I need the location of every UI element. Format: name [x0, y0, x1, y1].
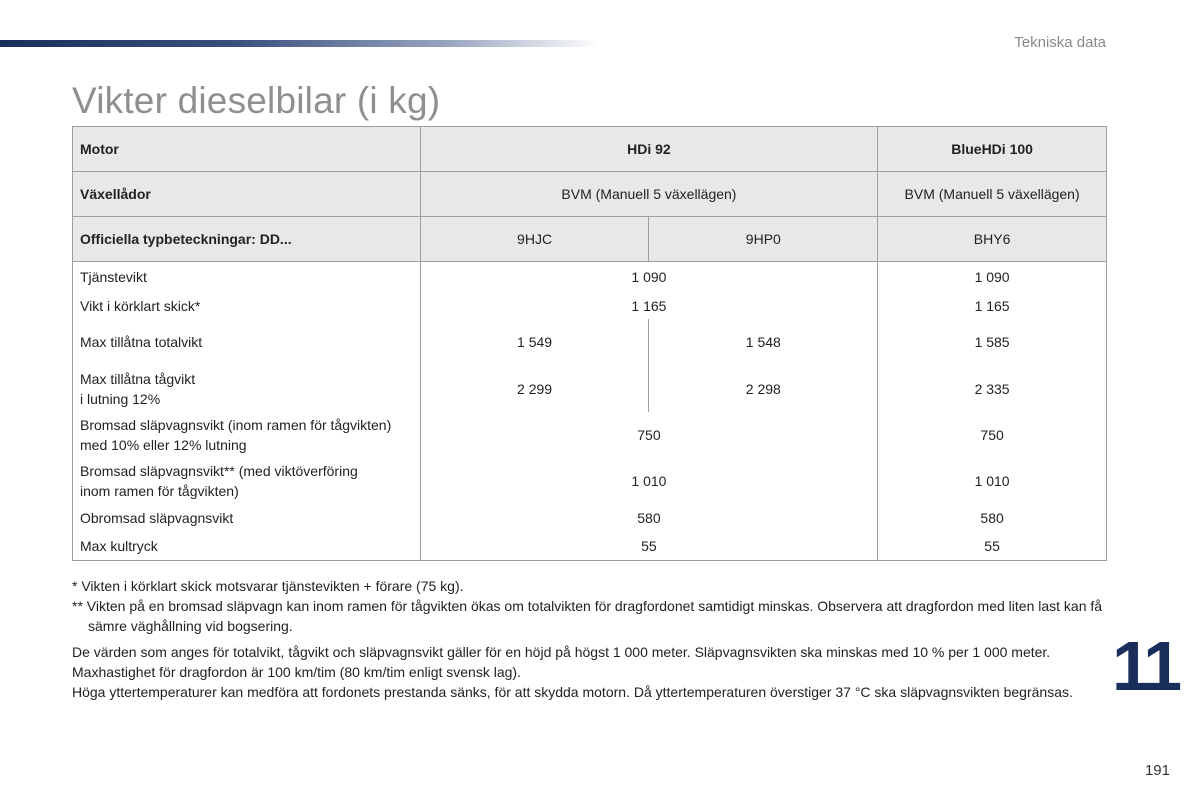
cell-value: 750 — [637, 426, 661, 443]
type-9hp0: 9HP0 — [649, 217, 878, 262]
cell-value: 750 — [878, 412, 1107, 458]
cell-value: 1 090 — [631, 269, 667, 286]
table-row-gearbox — [73, 172, 1107, 217]
cell-value: 2 335 — [878, 366, 1107, 412]
cell-value: 55 — [420, 532, 878, 561]
row-label-line: Bromsad släpvagnsvikt** (med viktöverföring — [80, 462, 358, 479]
note-altitude: De värden som anges för totalvikt, tågvikt och släpvagnsvikt gäller för en höjd på högst 1 000 meter. Släpvagnsvikten ska minskas med 10 % per 1 000 meter. — [72, 644, 1051, 660]
row-label: Obromsad släpvagnsvikt — [73, 504, 421, 532]
type-bhy6: BHY6 — [878, 217, 1107, 262]
cell-value: 580 — [878, 504, 1107, 532]
gearbox-hdi92: BVM (Manuell 5 växellägen) — [420, 172, 878, 217]
cell-value: 2 299 — [517, 380, 553, 397]
cell-value: 55 — [878, 532, 1107, 561]
header-accent-bar — [0, 40, 600, 47]
cell-value: 1 585 — [878, 319, 1107, 366]
chapter-number: 11 — [1112, 627, 1178, 705]
cell-value: 1 549 — [517, 334, 553, 350]
table-row — [73, 319, 1107, 366]
row-label: Tjänstevikt — [73, 262, 421, 293]
row-label — [73, 458, 421, 504]
table-row — [73, 532, 1107, 561]
cell-value: 580 — [637, 509, 661, 526]
note-temperature: Höga yttertemperaturer kan medföra att fordonets prestanda sänks, för att skydda motorn. Då yttertemperaturen överstiger 37 °C ska släpvagnsvikten begränsas. — [72, 684, 1073, 700]
row-label: Max kultryck — [73, 532, 421, 561]
footnote-1: * Vikten i körklart skick motsvarar tjänstevikten + förare (75 kg). — [72, 578, 464, 594]
table-row — [73, 412, 1107, 458]
row-label — [73, 366, 421, 412]
table-row-engine — [73, 127, 1107, 172]
table-row — [73, 504, 1107, 532]
gearbox-bluehdi100: BVM (Manuell 5 växellägen) — [878, 172, 1107, 217]
table-row — [73, 262, 1107, 293]
page-number: 191 — [1144, 762, 1170, 779]
table-row-type — [73, 217, 1107, 262]
cell-value: 1 010 — [878, 458, 1107, 504]
row-label — [73, 412, 421, 458]
row-label-line: med 10% eller 12% lutning — [80, 436, 247, 453]
cell-value: 1 165 — [878, 293, 1107, 319]
row-label-line: inom ramen för tågvikten) — [80, 482, 239, 499]
footnotes — [72, 576, 1112, 702]
note-speed: Maxhastighet för dragfordon är 100 km/tim (80 km/tim enligt svensk lag). — [72, 664, 521, 680]
footnote-2: ** Vikten på en bromsad släpvagn kan inom ramen för tågvikten ökas om totalvikten för dragfordonet samtidigt minskas. Observera att dragfordon med liten last kan få sämre väghållning vid bogsering. — [72, 598, 1103, 634]
gearbox-label: Växellådor — [73, 172, 421, 217]
cell-value: 1 010 — [631, 472, 667, 489]
cell-value: 1 548 — [649, 319, 878, 366]
engine-label: Motor — [73, 127, 421, 172]
row-label-line: Bromsad släpvagnsvikt (inom ramen för tågvikten) — [80, 416, 392, 433]
engine-hdi92: HDi 92 — [420, 127, 878, 172]
table-row — [73, 366, 1107, 412]
row-label: Max tillåtna totalvikt — [73, 319, 421, 366]
row-label-line: i lutning 12% — [80, 390, 161, 407]
type-label: Officiella typbeteckningar: DD... — [73, 217, 421, 262]
section-label: Tekniska data — [1014, 34, 1106, 51]
page-title: Vikter dieselbilar (i kg) — [72, 80, 441, 121]
cell-value: 2 298 — [649, 366, 878, 412]
weights-table — [72, 126, 1107, 561]
engine-bluehdi100: BlueHDi 100 — [878, 127, 1107, 172]
row-label: Vikt i körklart skick* — [73, 293, 421, 319]
row-label-line: Max tillåtna tågvikt — [80, 370, 196, 387]
table-row — [73, 293, 1107, 319]
cell-value: 1 165 — [631, 297, 667, 314]
type-9hjc: 9HJC — [420, 217, 649, 262]
cell-value: 1 090 — [878, 262, 1107, 293]
table-row — [73, 458, 1107, 504]
